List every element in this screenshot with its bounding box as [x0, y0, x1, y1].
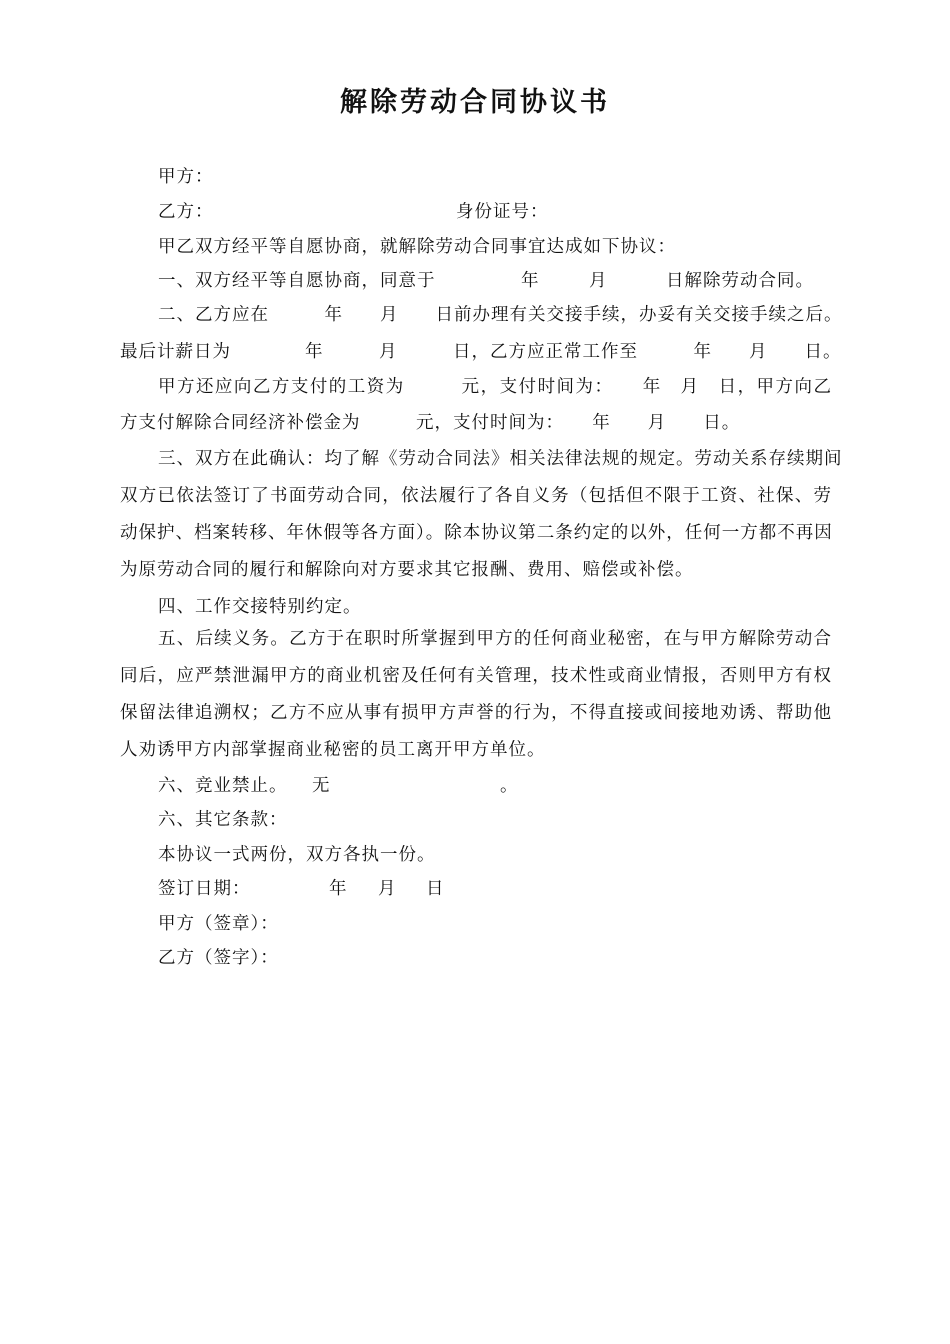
clause6-label: 六、竞业禁止。	[158, 776, 288, 796]
clause5-line-4: 人劝诱甲方内部掌握商业秘密的员工离开甲方单位。	[120, 740, 546, 760]
sign-date-year: 年	[329, 879, 348, 899]
party-a-line: 甲方：	[158, 167, 214, 187]
id-number-label: 身份证号：	[456, 202, 549, 222]
party-b-label: 乙方：	[158, 202, 214, 222]
party-b-signature-line: 乙方（签字）：	[158, 948, 279, 968]
clause5-line-3: 保留法律追溯权；乙方不应从事有损甲方声誉的行为，不得直接或间接地劝诱、帮助他	[120, 703, 832, 723]
clause2-line-2: 最后计薪日为 年 月 日，乙方应正常工作至 年 月 日。	[120, 342, 842, 362]
clause6-end: 。	[500, 776, 519, 796]
clause1-end: 日解除劳动合同。	[666, 271, 814, 291]
clause3-line-2: 双方已依法签订了书面劳动合同，依法履行了各自义务（包括但不限于工资、社保、劳	[120, 486, 832, 506]
sign-date-day: 日	[426, 879, 445, 899]
clause7-line: 六、其它条款：	[158, 810, 288, 830]
intro-line: 甲乙双方经平等自愿协商，就解除劳动合同事宜达成如下协议：	[158, 237, 676, 257]
clause3-line-3: 动保护、档案转移、年休假等各方面）。除本协议第二条约定的以外，任何一方都不再因	[120, 523, 833, 543]
sign-date-label: 签订日期：	[158, 879, 251, 899]
clause5-line-2: 同后，应严禁泄漏甲方的商业机密及任何有关管理，技术性或商业情报，否则甲方有权	[120, 666, 832, 686]
clause1-year: 年	[521, 271, 540, 291]
document-title: 解除劳动合同协议书	[340, 87, 610, 118]
clause3-line-1: 三、双方在此确认：均了解《劳动合同法》相关法律法规的规定。劳动关系存续期间	[158, 449, 843, 469]
clause3-line-4: 为原劳动合同的履行和解除向对方要求其它报酬、费用、赔偿或补偿。	[120, 560, 694, 580]
clause2-line-3: 甲方还应向乙方支付的工资为 元，支付时间为： 年 月 日，甲方向乙	[158, 377, 832, 397]
clause4-line: 四、工作交接特别约定。	[158, 597, 362, 617]
clause1-text: 一、双方经平等自愿协商，同意于	[158, 271, 436, 291]
clause5-line-1: 五、后续义务。乙方于在职时所掌握到甲方的任何商业秘密，在与甲方解除劳动合	[158, 629, 832, 649]
party-a-signature-line: 甲方（签章）：	[158, 914, 279, 934]
clause6-value: 无	[312, 776, 331, 796]
clause2-line-1: 二、乙方应在 年 月 日前办理有关交接手续，办妥有关交接手续之后。	[158, 305, 843, 325]
clause2-line-4: 方支付解除合同经济补偿金为 元，支付时间为： 年 月 日。	[120, 413, 741, 433]
copies-line: 本协议一式两份，双方各执一份。	[158, 845, 436, 865]
clause1-month: 月	[589, 271, 608, 291]
sign-date-month: 月	[378, 879, 397, 899]
